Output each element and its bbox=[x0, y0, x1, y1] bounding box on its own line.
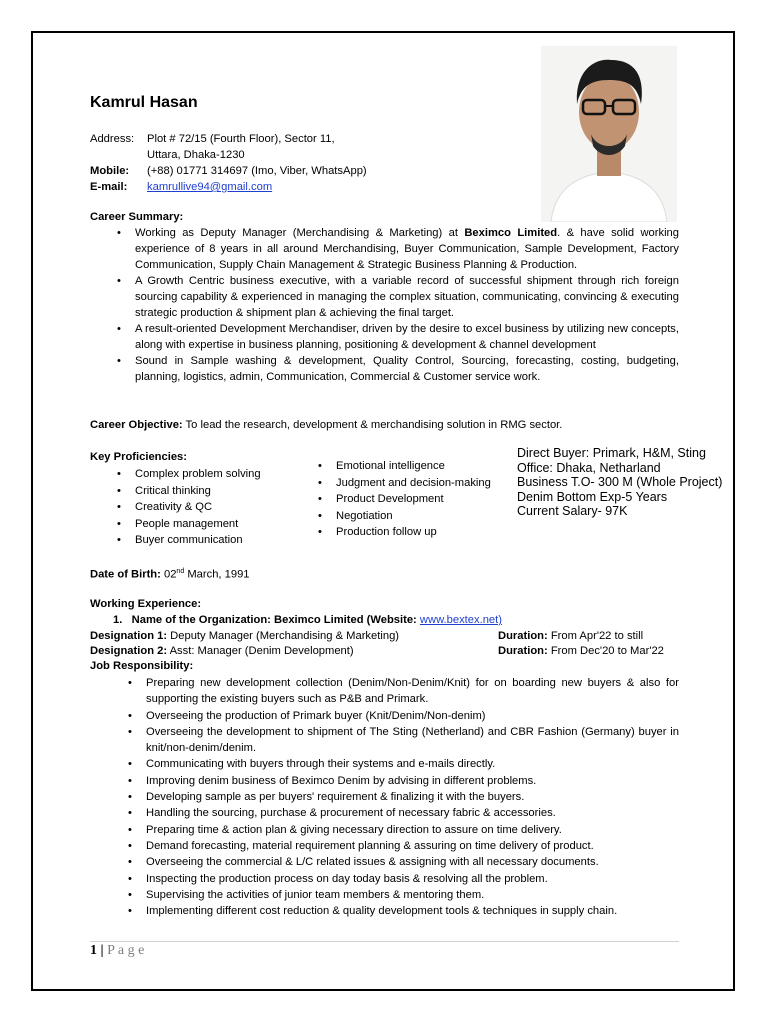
list-item: • Improving denim business of Beximco Denim by advising in different problems. bbox=[124, 773, 679, 789]
list-item: • A result-oriented Development Merchandiser, driven by the desire to excel business by utilizing new concepts, along with expertise in business planning, positioning & development & channel development bbox=[113, 321, 679, 353]
list-item: • Emotional intelligence bbox=[314, 458, 514, 475]
list-item: • Developing sample as per buyers' requirement & finalizing it with the buyers. bbox=[124, 789, 679, 805]
footer-divider bbox=[90, 941, 679, 942]
experience-heading: Working Experience: bbox=[90, 598, 202, 610]
list-item: • Supervising the activities of junior team members & mentoring them. bbox=[124, 887, 679, 903]
duration-2: Duration: From Dec'20 to Mar'22 bbox=[498, 645, 664, 657]
list-item: • People management bbox=[113, 516, 313, 533]
list-item: • Communicating with buyers through their systems and e-mails directly. bbox=[124, 756, 679, 772]
business-line: Business T.O- 300 M (Whole Project) bbox=[517, 475, 723, 489]
list-item: • Judgment and decision-making bbox=[314, 475, 514, 492]
responsibility-list bbox=[124, 675, 679, 919]
list-item: • Overseeing the production of Primark buyer (Knit/Denim/Non-denim) bbox=[124, 708, 679, 724]
salary-line: Current Salary- 97K bbox=[517, 504, 628, 518]
mobile-value: (+88) 01771 314697 (Imo, Viber, WhatsApp) bbox=[147, 165, 367, 177]
career-summary-heading: Career Summary: bbox=[90, 211, 184, 223]
list-item: • Preparing new development collection (Denim/Non-Denim/Knit) for on boarding new buyers & also for supporting the existing buyers such as P&B and Primark. bbox=[124, 675, 679, 708]
proficiencies-col-1 bbox=[113, 466, 313, 549]
list-item: • A Growth Centric business executive, with a variable record of successful shipment through rich foreign sourcing capability & experienced in managing the complex situation, communicating, convincing & executing strategic production & shipment plan & achieving the final target. bbox=[113, 273, 679, 321]
designation-2: Designation 2: Asst: Manager (Denim Development) bbox=[90, 645, 354, 657]
duration-1: Duration: From Apr'22 to still bbox=[498, 630, 644, 642]
list-item: • Implementing different cost reduction & quality development tools & techniques in supply chain. bbox=[124, 903, 679, 919]
designation-1: Designation 1: Deputy Manager (Merchandising & Marketing) bbox=[90, 630, 400, 642]
organization-line: 1. Name of the Organization: Beximco Limited (Website: www.bextex.net) bbox=[113, 614, 502, 626]
email-link[interactable]: kamrullive94@gmail.com bbox=[147, 181, 273, 193]
email-label: E-mail: bbox=[90, 181, 128, 193]
list-item: • Sound in Sample washing & development, Quality Control, Sourcing, forecasting, costing, budgeting, planning, logistics, admin, Communication, Commercial & Customer service work. bbox=[113, 353, 679, 385]
list-item: • Handling the sourcing, purchase & procurement of necessary fabric & accessories. bbox=[124, 805, 679, 821]
address-line-1: Plot # 72/15 (Fourth Floor), Sector 11, bbox=[147, 133, 335, 145]
career-objective: Career Objective: To lead the research, development & merchandising solution in RMG sector. bbox=[90, 419, 563, 431]
denim-exp-line: Denim Bottom Exp-5 Years bbox=[517, 489, 668, 504]
proficiencies-col-2 bbox=[314, 458, 514, 541]
direct-buyer-line: Direct Buyer: Primark, H&M, Sting bbox=[517, 446, 706, 460]
list-item: • Negotiation bbox=[314, 508, 514, 525]
office-line: Office: Dhaka, Netharland bbox=[517, 460, 661, 475]
list-item: • Buyer communication bbox=[113, 532, 313, 549]
date-of-birth: Date of Birth: 02nd March, 1991 bbox=[90, 568, 250, 581]
mobile-label: Mobile: bbox=[90, 165, 130, 177]
candidate-name: Kamrul Hasan bbox=[90, 94, 198, 111]
list-item: • Overseeing the development to shipment of The Sting (Netherland) and CBR Fashion (Germany) buyer in knit/non-denim/denim. bbox=[124, 724, 679, 757]
person-portrait-icon bbox=[541, 46, 677, 222]
job-responsibility-heading: Job Responsibility: bbox=[90, 660, 194, 672]
address-line-2: Uttara, Dhaka-1230 bbox=[147, 149, 245, 161]
profile-photo bbox=[541, 46, 677, 222]
list-item: • Inspecting the production process on day today basis & resolving all the problem. bbox=[124, 871, 679, 887]
side-info-block bbox=[517, 446, 733, 519]
list-item: • Production follow up bbox=[314, 524, 514, 541]
list-item: • Complex problem solving bbox=[113, 466, 313, 483]
list-item: • Overseeing the commercial & L/C related issues & assigning with all necessary documents. bbox=[124, 854, 679, 870]
website-link[interactable]: www.bextex.net) bbox=[419, 614, 502, 626]
page-footer: 1 | P a g e bbox=[90, 943, 145, 958]
list-item: • Product Development bbox=[314, 491, 514, 508]
address-label: Address: bbox=[90, 133, 135, 145]
list-item: • Demand forecasting, material requirement planning & assuring on time delivery of product. bbox=[124, 838, 679, 854]
list-item: • Working as Deputy Manager (Merchandising & Marketing) at Beximco Limited. & have solid working experience of 8 years in all around Merchandising, Buyer Communication, Sample Development, Factory Communication, Supply Chain Management & Strategic Business Planning & Production. bbox=[113, 225, 679, 273]
list-item: • Critical thinking bbox=[113, 483, 313, 500]
proficiencies-heading: Key Proficiencies: bbox=[90, 451, 188, 463]
list-item: • Creativity & QC bbox=[113, 499, 313, 516]
page-number: 1 bbox=[90, 943, 97, 958]
career-summary-list bbox=[113, 225, 679, 385]
list-item: • Preparing time & action plan & giving necessary direction to assure on time delivery. bbox=[124, 822, 679, 838]
